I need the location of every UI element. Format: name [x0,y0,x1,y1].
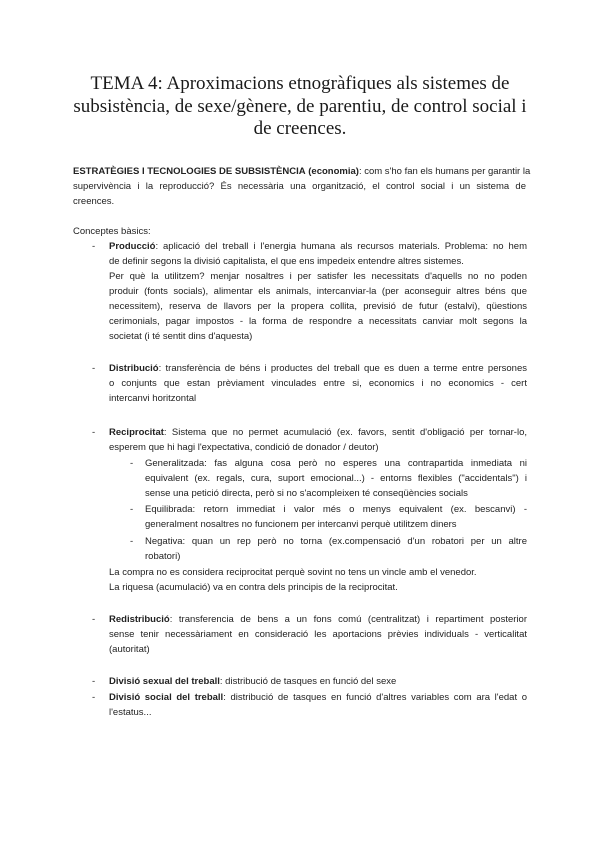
redistribucio-line: sense tenir necessàriament en consideració les aportacions prèvies individuals - verticalitat [109,629,527,640]
produccio-line: Producció: aplicació del treball i l'energia humana als recursos materials. Problema: no hem [109,241,527,252]
bullet-marker: - [92,614,96,625]
divisio-social-line: Divisió social del treball: distribució de tasques en funció d'altres variables com ara l'edat o [109,692,528,703]
divisio-social-line: l'estatus... [109,707,152,718]
equilibrada-line: Equilibrada: retorn immediat i valor més o menys equivalent (ex. bescanvi) - [145,504,527,515]
divisio-sexual-term: Divisió sexual del treball [109,676,220,687]
produccio-term: Producció [109,241,156,252]
bullet-marker: - [92,676,96,687]
produccio-line: societat (i té sentit dins d'aquesta) [109,331,253,342]
section-label: Conceptes bàsics: [73,226,151,237]
distribucio-line: Distribució: transferència de béns i productes del treball que es duen a terme entre persones [109,363,527,374]
intro-line: creences. [73,196,115,207]
intro-text: : com s'ho fan els humans per garantir la [358,166,531,177]
intro-line [73,164,530,179]
negativa-line: Negativa: quan un rep però no torna (ex.compensació d'un robatori per un altre [145,536,527,547]
equilibrada-line: generalment nosaltres no funcionem per intercanvi perquè utilitzem diners [145,519,457,530]
bullet-marker: - [92,363,96,374]
produccio-line: cerimonials, pagar impostos - la forma de respondre a necessitats canviar molt segons la [109,316,527,327]
bullet-marker: - [92,427,96,438]
sub-bullet-marker: - [130,536,134,547]
distribucio-line: o conjunts que estan prèviament vinculades entre si, economics i no economics - cert [109,378,527,389]
redistribucio-line: Redistribució: transferencia de bens a un fons comú (centralitzat) i repartiment posterior [109,614,527,625]
negativa-line: robatori) [145,551,181,562]
reciprocitat-note: La riquesa (acumulació) va en contra dels principis de la reciprocitat. [109,582,398,593]
sub-bullet-marker: - [130,458,134,469]
bullet-marker: - [92,692,96,703]
produccio-line: necessitem), reserva de llavors per la propera collita, previsió de futur (estalvi), qüestions [109,301,527,312]
generalitzada-line: Generalitzada: fas alguna cosa però no esperes una contrapartida inmediata ni [145,458,527,469]
title-line: subsistència, de sexe/gènere, de parentiu, de control social i [73,95,527,117]
generalitzada-line: sense una petició directa, però si no s'acompleixen té conseqüències socials [145,488,468,499]
produccio-line: Per què la utilitzem? menjar nosaltres i per satisfer les necessitats d'aquells no no poden [109,271,527,282]
intro-heading: ESTRATÈGIES I TECNOLOGIES DE SUBSISTÈNCIA [73,166,306,177]
generalitzada-line: equivalent (ex. regals, cura, suport emocional...) - entorns flexibles ("accidentals") i [145,473,527,484]
reciprocitat-line: esperem que hi hagi l'expectativa, condició de donador / deutor) [109,442,379,453]
redistribucio-term: Redistribució [109,614,170,625]
title-line: de creences. [253,118,347,139]
divisio-sexual-line: Divisió sexual del treball: distribució de tasques en funció del sexe [109,676,397,687]
intro-line: supervivència i la reproducció? És necessària una organització, el control social i un sistema de [73,181,526,192]
bullet-marker: - [92,241,96,252]
sub-bullet-marker: - [130,504,134,515]
intro-heading-paren: (economia) [308,166,359,177]
reciprocitat-line: Reciprocitat: Sistema que no permet acumulació (ex. favors, sentit d'obligació per tornar-lo, [109,427,527,438]
page-title [70,73,530,141]
distribucio-term: Distribució [109,363,159,374]
reciprocitat-note: La compra no es considera reciprocitat perquè sovint no tens un vincle amb el venedor. [109,567,477,578]
redistribucio-line: (autoritat) [109,644,150,655]
distribucio-line: intercanvi horitzontal [109,393,197,404]
divisio-social-term: Divisió social del treball [109,692,224,703]
produccio-line: produir (fonts socials), alimentar els animals, intercanviar-la (per aconseguir altres béns que [109,286,527,297]
produccio-line: de definir segons la divisió capitalista, el que ens impedeix entendre altres sistemes. [109,256,464,267]
title-line: TEMA 4: Aproximacions etnogràfiques als sistemes de [90,73,510,94]
reciprocitat-term: Reciprocitat [109,427,164,438]
